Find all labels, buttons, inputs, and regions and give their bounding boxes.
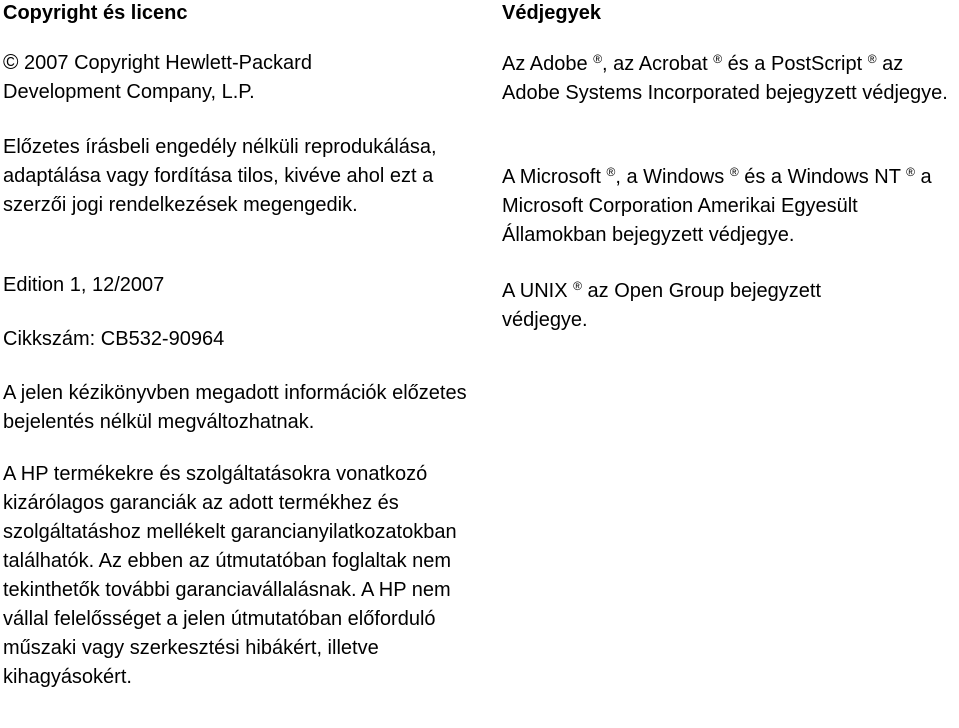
copyright-text: 2007 Copyright Hewlett-Packard Development Company, L.P. <box>3 52 312 103</box>
registered-mark: ® <box>606 165 616 179</box>
adobe-trademark <box>502 50 959 108</box>
change-notice: A jelen kézikönyvben megadott információk előzetes bejelentés nélkül megváltozhatnak. <box>3 382 467 433</box>
registered-mark: ® <box>729 165 739 179</box>
adobe-text-3: és a PostScript <box>722 53 863 75</box>
trademarks-heading: Védjegyek <box>502 2 601 24</box>
microsoft-text-3: és a Windows NT <box>738 166 901 188</box>
copyright-statement <box>3 48 403 107</box>
unix-text-2: az Open Group bejegyzett védjegye. <box>502 280 822 331</box>
adobe-text-1: Az Adobe <box>502 53 588 75</box>
registered-mark: ® <box>906 165 915 179</box>
adobe-text-2: , az Acrobat <box>602 53 708 75</box>
warranty-notice: A HP termékekre és szolgáltatásokra vonatkozó kizárólagos garanciák az adott termékhez és szolgáltatáshoz mellékelt garancianyilatkozatokban találhatók. Az ebben az útmutatóban foglaltak nem tekinthetők további garanciavállalásnak. A HP nem vállal felelősséget a jelen útmutatóban előforduló műszaki vagy szerkesztési hibákért, illetve kihagyásokért. <box>3 463 457 688</box>
adobe-text-4: az Adobe Systems Incorporated bejegyzett védjegye. <box>502 53 948 104</box>
microsoft-text-2: , a Windows <box>615 166 725 188</box>
edition-text: Edition 1, 12/2007 <box>3 274 165 296</box>
unix-trademark <box>502 277 902 335</box>
copyright-heading: Copyright és licenc <box>3 2 188 24</box>
registered-mark: ® <box>573 279 582 293</box>
unix-text-1: A UNIX <box>502 280 568 302</box>
microsoft-text-1: A Microsoft <box>502 166 601 188</box>
copyright-symbol: © <box>3 51 19 74</box>
registered-mark: ® <box>593 52 603 66</box>
part-number: Cikkszám: CB532-90964 <box>3 328 225 350</box>
registered-mark: ® <box>713 52 723 66</box>
reproduction-notice: Előzetes írásbeli engedély nélküli reprodukálása, adaptálása vagy fordítása tilos, kivéve ahol ezt a szerzői jogi rendelkezések megengedik. <box>3 136 437 216</box>
registered-mark: ® <box>867 52 877 66</box>
microsoft-trademark <box>502 163 942 250</box>
microsoft-text-4: a Microsoft Corporation Amerikai Egyesült Államokban bejegyzett védjegye. <box>502 166 932 246</box>
